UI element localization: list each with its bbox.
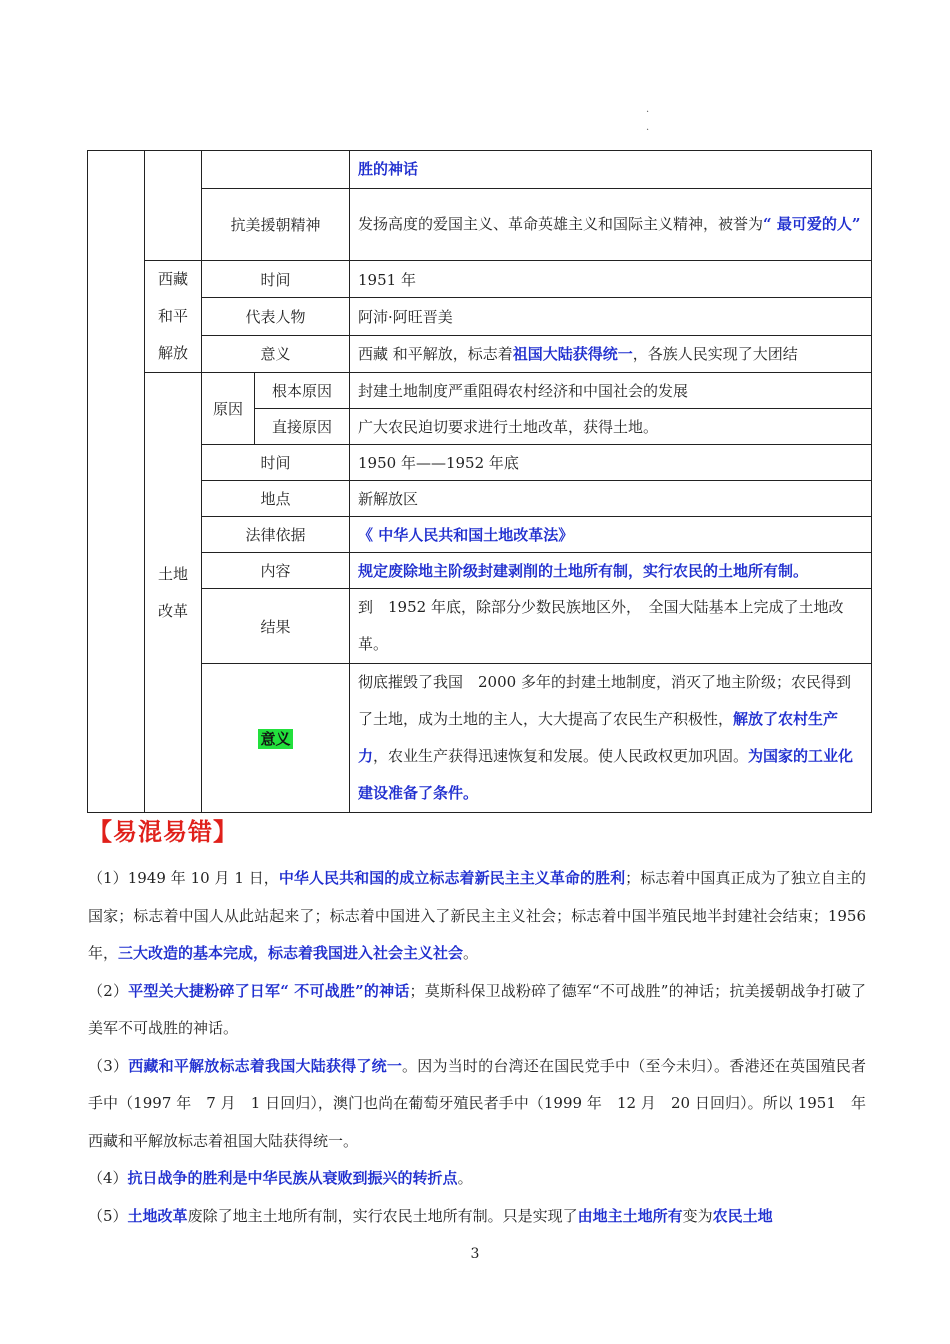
confusion-list: [88, 860, 866, 1235]
tibet-time-value: 1951 年: [350, 261, 872, 298]
tibet-category: 西藏和平解放: [145, 261, 202, 373]
land-law-label: 法律依据: [202, 517, 350, 553]
blank-label-cell: [202, 151, 350, 189]
tibet-time-label: 时间: [202, 261, 350, 298]
land-meaning-label-cell: [202, 664, 350, 813]
tibet-meaning-label: 意义: [202, 335, 350, 372]
land-meaning-value: 彻底摧毁了我国 2000 多年的封建土地制度，消灭了地主阶级；农民得到了土地，成为土地的主人，大大提高了农民生产积极性，解放了农村生产力，农业生产获得迅速恢复和发展。使人民政权更加巩固。为国家的工业化建设准备了条件。: [350, 664, 872, 813]
land-law-value: 《 中华人民共和国土地改革法》: [350, 517, 872, 553]
land-result-label: 结果: [202, 589, 350, 664]
content-cell: [350, 151, 872, 189]
root-cause-label: 根本原因: [255, 373, 350, 409]
land-time-value: 1950 年——1952 年底: [350, 445, 872, 481]
land-place-value: 新解放区: [350, 481, 872, 517]
direct-cause-label: 直接原因: [255, 409, 350, 445]
kangmei-spirit-content: 发扬高度的爱国主义、革命英雄主义和国际主义精神，被誉为“ 最可爱的人”: [350, 189, 872, 261]
land-content-label: 内容: [202, 553, 350, 589]
land-time-label: 时间: [202, 445, 350, 481]
direct-cause-value: 广大农民迫切要求进行土地改革，获得土地。: [350, 409, 872, 445]
page-number: 3: [470, 1246, 480, 1262]
land-content-value: 规定废除地主阶级封建剥削的土地所有制，实行农民的土地所有制。: [350, 553, 872, 589]
confusion-item-2: （2）平型关大捷粉碎了日军“ 不可战胜”的神话；莫斯科保卫战粉碎了德军“不可战胜”的神话；抗美援朝战争打破了美军不可战胜的神话。: [88, 981, 867, 1037]
land-cause-label: 原因: [202, 373, 255, 445]
confusion-item-1: （1）1949 年 10 月 1 日，中华人民共和国的成立标志着新民主主义革命的胜利；标志着中国真正成为了独立自主的国家；标志着中国人从此站起来了；标志着中国进入了新民主主义社会；标志着中国半殖民地半封建社会结束；1956 年，三大改造的基本完成，标志着我国进入社会主义社会。: [88, 869, 866, 962]
confusion-item-4: （4）抗日战争的胜利是中华民族从衰败到振兴的转折点。: [88, 1169, 473, 1187]
summary-table: [87, 150, 872, 813]
land-result-value: 到 1952 年底，除部分少数民族地区外， 全国大陆基本上完成了土地改革。: [350, 589, 872, 664]
tibet-meaning-value: 西藏 和平解放，标志着祖国大陆获得统一，各族人民实现了大团结: [350, 335, 872, 372]
land-reform-category: 土地改革: [145, 373, 202, 813]
tibet-people-label: 代表人物: [202, 298, 350, 335]
land-meaning-label: 意义: [260, 729, 291, 748]
header-dot: ·: [646, 107, 650, 118]
content-text: 胜的神话: [358, 160, 419, 178]
section-heading: 【易混易错】: [88, 817, 238, 846]
kangmei-spirit-label: 抗美援朝精神: [202, 189, 350, 261]
blank-category-cell: [145, 151, 202, 261]
tibet-people-value: 阿沛·阿旺晋美: [350, 298, 872, 335]
header-dot: ·: [646, 125, 650, 136]
confusion-item-5: （5）土地改革废除了地主土地所有制，实行农民土地所有制。只是实现了由地主土地所有变为农民土地: [88, 1206, 773, 1225]
confusion-item-3: （3）西藏和平解放标志着我国大陆获得了统一。因为当时的台湾还在国民党手中（至今未归）。香港还在英国殖民者手中（1997 年 7 月 1 日回归），澳门也尚在葡萄牙殖民者手中（1999 年 12 月 20 日回归）。所以 1951 年西藏和平解放标志着祖国大陆获得统一。: [88, 1056, 866, 1150]
blank-column-cell: [88, 151, 145, 813]
root-cause-value: 封建土地制度严重阻碍农村经济和中国社会的发展: [350, 373, 872, 409]
land-place-label: 地点: [202, 481, 350, 517]
